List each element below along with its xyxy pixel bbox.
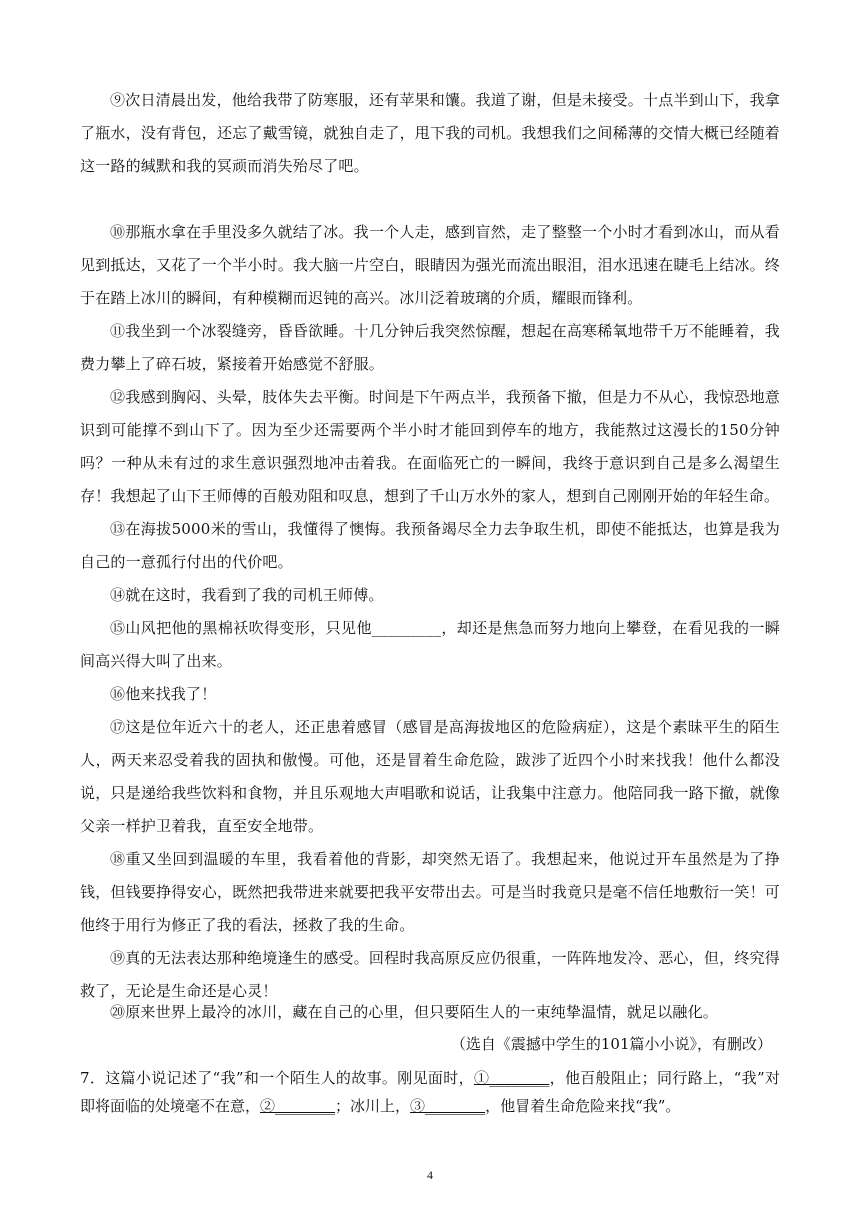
paragraph-10: ⑩那瓶水拿在手里没多久就结了冰。我一个人走，感到盲然，走了整整一个小时才看到冰山，而从看见到抵达，又花了一个半小时。我大脑一片空白，眼睛因为强光而流出眼泪，泪水迅速在睫毛上结冰。终于在踏上冰川的瞬间，有种模糊而迟钝的高兴。冰川泛着玻璃的介质，耀眼而锋利。 <box>80 223 780 307</box>
question-7 <box>80 1064 780 1120</box>
paragraph-18: ⑱重又坐回到温暖的车里，我看着他的背影，却突然无语了。我想起来，他说过开车虽然是为了挣钱，但钱要挣得安心，既然把我带进来就要把我平安带出去。可是当时我竟只是毫不信任地敷衍一笑！可他终于用行为修正了我的看法，拯救了我的生命。 <box>80 850 780 934</box>
paragraph-19: ⑲真的无法表达那种绝境逢生的感受。回程时我高原反应仍很重，一阵阵地发冷、恶心，但，终究得救了，无论是生命还是心灵！ <box>80 949 780 1000</box>
page-number: 4 <box>427 1168 433 1182</box>
paragraph-20: ⑳原来世界上最冷的冰川，藏在自己的心里，但只要陌生人的一束纯挚温情，就足以融化。 <box>110 1003 719 1021</box>
question-end: ，他冒着生命危险来找“我”。 <box>485 1097 681 1115</box>
paragraph-16: ⑯他来找我了！ <box>110 685 217 703</box>
question-intro: 7．这篇小说记述了“我”和一个陌生人的故事。刚见面时， <box>80 1069 474 1087</box>
paragraph-13: ⑬在海拔5000米的雪山，我懂得了懊悔。我预备竭尽全力去争取生机，即使不能抵达，也算是我为自己的一意孤行付出的代价吧。 <box>80 520 780 571</box>
paragraph-11: ⑪我坐到一个冰裂缝旁，昏昏欲睡。十几分钟后我突然惊醒，想起在高寒稀氧地带千万不能睡着，我费力攀上了碎石坡，紧接着开始感觉不舒服。 <box>80 322 780 373</box>
paragraph-9: ⑨次日清晨出发，他给我带了防寒服，还有苹果和馕。我道了谢，但是未接受。十点半到山下，我拿了瓶水，没有背包，还忘了戴雪镜，就独自走了，甩下我的司机。我想我们之间稀薄的交情大概已经随着这一路的缄默和我的冥顽而消失殆尽了吧。 <box>80 91 780 175</box>
paragraph-14: ⑭就在这时，我看到了我的司机王师傅。 <box>110 586 384 604</box>
answer-blank-3[interactable]: ③________ <box>410 1097 486 1115</box>
paragraph-12: ⑫我感到胸闷、头晕，肢体失去平衡。时间是下午两点半，我预备下撤，但是力不从心，我惊恐地意识到可能撑不到山下了。因为至少还需要两个半小时才能回到停车的地方，我能熬过这漫长的150分钟吗？一种从未有过的求生意识强烈地冲击着我。在面临死亡的一瞬间，我终于意识到自己是多么渴望生存！我想起了山下王师傅的百般劝阻和叹息，想到了千山万水外的家人，想到自己刚刚开始的年轻生命。 <box>80 388 780 505</box>
question-mid-2: ；冰川上， <box>335 1097 411 1115</box>
answer-blank-2[interactable]: ②________ <box>260 1097 336 1115</box>
paragraph-15: ⑮山风把他的黑棉袄吹得变形，只见他_________，却还是焦急而努力地向上攀登，在看见我的一瞬间高兴得大叫了出来。 <box>80 619 780 670</box>
answer-blank-1[interactable]: ①________ <box>473 1069 550 1087</box>
paragraph-17: ⑰这是位年近六十的老人，还正患着感冒（感冒是高海拔地区的危险病症），这是个素昧平生的陌生人，两天来忍受着我的固执和傲慢。可他，还是冒着生命危险，跋涉了近四个小时来找我！他什么都没说，只是递给我些饮料和食物，并且乐观地大声唱歌和说话，让我集中注意力。他陪同我一路下撤，就像父亲一样护卫着我，直至安全地带。 <box>80 718 780 835</box>
source-citation: （选自《震撼中学生的101篇小小说》，有删改） <box>450 1035 772 1053</box>
question-mid-1: ，他百般阻止；同行路上，“我”对即将面临的处境毫不在意， <box>80 1069 780 1115</box>
